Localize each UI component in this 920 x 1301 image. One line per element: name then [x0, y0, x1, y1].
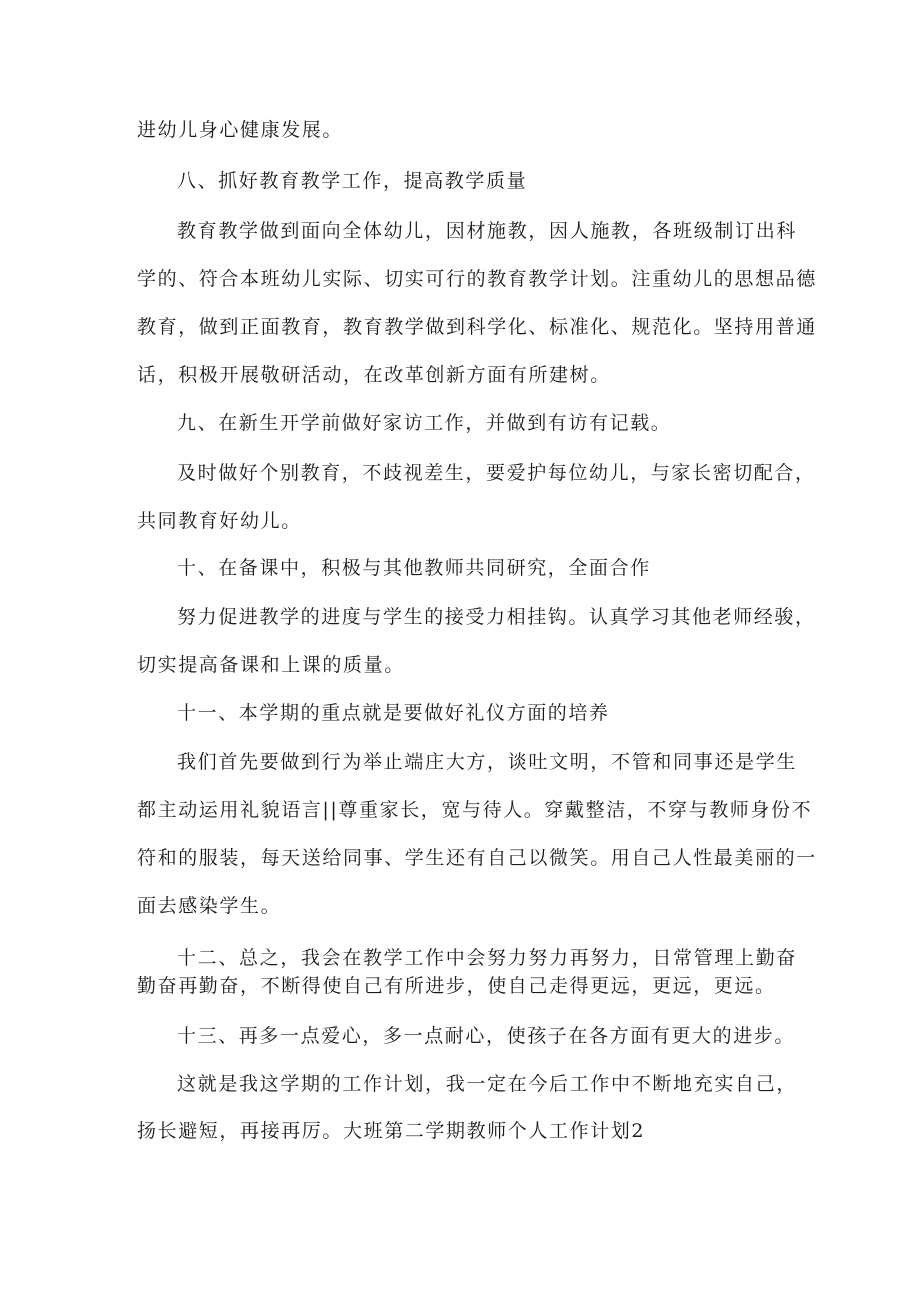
paragraph-line: 这就是我这学期的工作计划，我一定在今后工作中不断地充实自己，	[177, 1073, 797, 1095]
section-heading-13: 十三、再多一点爱心，多一点耐心，使孩子在各方面有更大的进步。	[177, 1025, 796, 1047]
paragraph-line: 符和的服装，每天送给同事、学生还有自己以微笑。用自己人性最美丽的一	[137, 847, 817, 869]
section-heading-10: 十、在备课中，积极与其他教师共同研究，全面合作	[177, 557, 651, 579]
paragraph-line: 扬长避短，再接再厉。大班第二学期教师个人工作计划2	[137, 1120, 646, 1142]
paragraph-line: 教育，做到正面教育，教育教学做到科学化、标准化、规范化。坚持用普通	[137, 316, 817, 338]
section-heading-9: 九、在新生开学前做好家访工作，并做到有访有记载。	[177, 412, 672, 434]
paragraph-line: 切实提高备课和上课的质量。	[137, 654, 405, 676]
paragraph-line: 话，积极开展敬研活动，在改革创新方面有所建树。	[137, 364, 611, 386]
paragraph-line: 努力促进教学的进度与学生的接受力相挂钩。认真学习其他老师经骏，	[177, 606, 816, 628]
section-heading-8: 八、抓好教育教学工作，提高教学质量	[177, 170, 528, 192]
paragraph-line: 教育教学做到面向全体幼儿，因材施教，因人施教，各班级制订出科	[177, 220, 797, 242]
paragraph-line: 学的、符合本班幼儿实际、切实可行的教育教学计划。注重幼儿的思想品德	[137, 268, 817, 290]
paragraph-line: 及时做好个别教育，不歧视差生，要爱护每位幼儿，与家长密切配合，	[177, 462, 816, 484]
paragraph-line: 面去感染学生。	[137, 895, 282, 917]
section-heading-12: 十二、总之，我会在教学工作中会努力努力再努力，日常管理上勤奋	[177, 947, 797, 969]
section-heading-11: 十一、本学期的重点就是要做好礼仪方面的培养	[177, 702, 610, 724]
paragraph-line: 勤奋再勤奋，不断得使自己有所进步，使自己走得更远，更远，更远。	[137, 975, 776, 997]
paragraph-line: 都主动运用礼貌语言||尊重家长，宽与待人。穿戴整洁，不穿与教师身份不	[137, 799, 813, 821]
paragraph-line: 我们首先要做到行为举止端庄大方，谈吐文明，不管和同事还是学生	[177, 751, 797, 773]
paragraph-line: 共同教育好幼儿。	[137, 510, 302, 532]
paragraph-line: 进幼儿身心健康发展。	[137, 119, 344, 141]
